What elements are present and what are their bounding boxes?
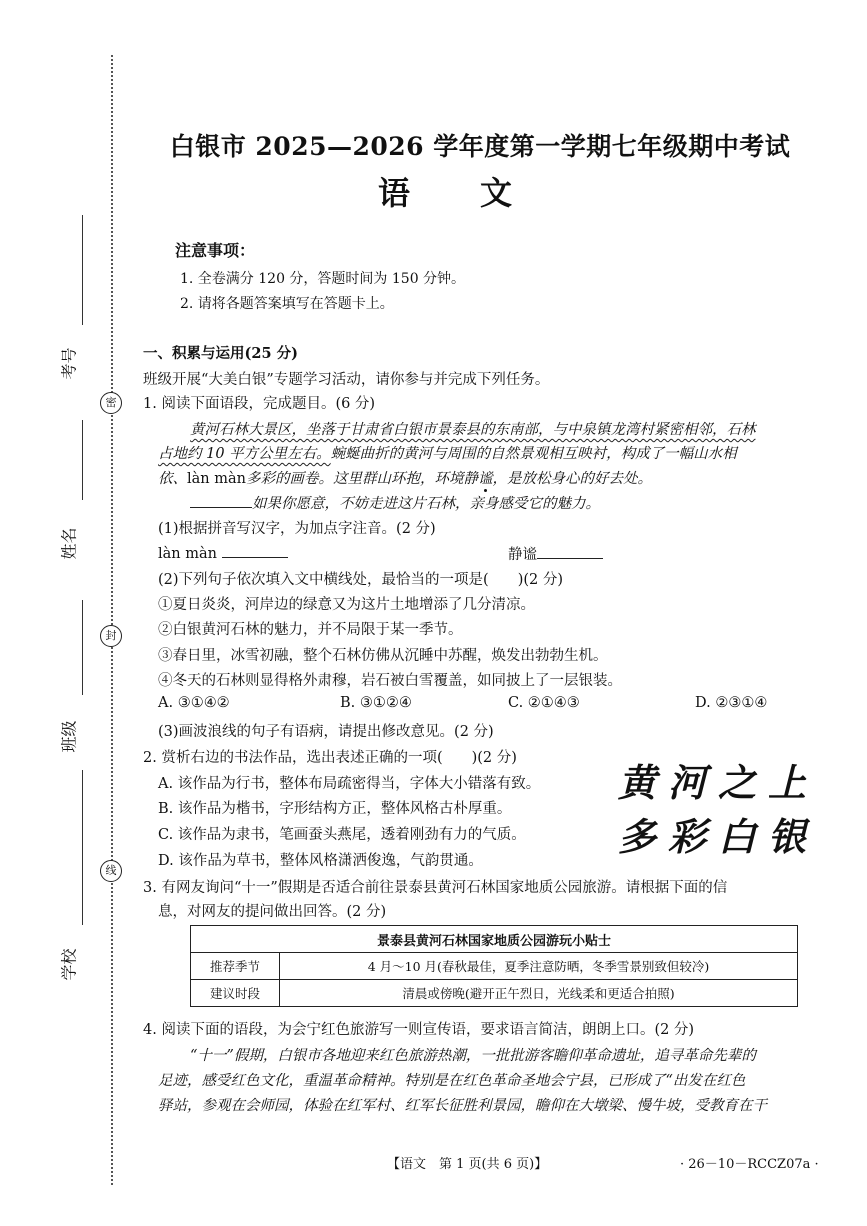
section-intro: 班级开展“大美白银”专题学习活动，请你参与并完成下列任务。 xyxy=(143,372,550,388)
wavy-sentence: 黄河石林大景区，坐落于甘肃省白银市景泰县的东南部，与中泉镇龙湾村紧密相邻，石林 xyxy=(190,422,756,438)
choice-a: A. ③①④② xyxy=(158,695,230,711)
passage-text: 如果你愿意，不妨走进这片石林，亲身感受它的魅力。 xyxy=(252,496,600,512)
name-label: 姓名 xyxy=(59,527,79,560)
table-row xyxy=(191,953,798,980)
question-4-stem: 4. 阅读下面的语段，为会宁红色旅游写一则宣传语，要求语言简洁，朗朗上口。(2 分) xyxy=(143,1022,695,1038)
sentence-option: ①夏日炎炎，河岸边的绿意又为这片土地增添了几分清凉。 xyxy=(158,597,535,613)
calligraphy-line-1: 黄河之上 xyxy=(618,760,819,805)
page-number: 【语文 第 1 页(共 6 页)】 xyxy=(387,1157,548,1172)
q4-passage-line: 驿站，参观在会师园，体验在红军村、红军长征胜利景园，瞻仰在大墩梁、慢牛坡，受教育在干 xyxy=(158,1098,767,1114)
school-line xyxy=(82,770,83,925)
choice-d: D. 该作品为草书，整体风格潇洒俊逸，气韵贯通。 xyxy=(158,853,483,869)
subject-title: 语文 xyxy=(377,174,582,212)
pinyin-item xyxy=(158,543,288,562)
sentence-option: ③春日里，冰雪初融，整个石林仿佛从沉睡中苏醒，焕发出勃勃生机。 xyxy=(158,648,608,664)
table-value: 4 月～10 月(春秋最佳，夏季注意防晒，冬季雪景别致但较冷) xyxy=(280,953,798,980)
sentence-option: ④冬天的石林则显得格外肃穆，岩石被白雪覆盖，如同披上了一层银装。 xyxy=(158,673,622,689)
paper-code: · 26－10－RCCZ07a · xyxy=(680,1157,819,1172)
binding-mark-mi: 密 xyxy=(100,392,122,414)
q1-sub2: (2)下列句子依次填入文中横线处，最恰当的一项是( )(2 分) xyxy=(158,572,563,588)
passage-text: 依、 xyxy=(158,471,187,487)
exam-title: 白银市 2025—2026 学年度第一学期七年级期中考试 xyxy=(169,132,791,161)
calligraphy-line-2: 多彩白银 xyxy=(618,814,819,859)
binding-mark-xian: 线 xyxy=(100,860,122,882)
question-3-stem-cont: 息，对网友的提问做出回答。(2 分) xyxy=(158,904,387,920)
word-item xyxy=(508,543,603,564)
answer-blank xyxy=(537,544,603,559)
notice-item: 2. 请将各题答案填写在答题卡上。 xyxy=(180,296,394,312)
school-label: 学校 xyxy=(59,948,79,981)
choice-d: D. ②③①④ xyxy=(695,695,768,711)
wavy-sentence-end: 占地约 10 平方公里左右。 xyxy=(158,446,331,462)
choice-c: C. 该作品为隶书，笔画蚕头燕尾，透着刚劲有力的气质。 xyxy=(158,827,526,843)
table-value: 清晨或傍晚(避开正午烈日，光线柔和更适合拍照) xyxy=(280,980,798,1007)
choice-b: B. 该作品为楷书，字形结构方正，整体风格古朴厚重。 xyxy=(158,801,512,817)
q4-passage-line: 足迹，感受红色文化，重温革命精神。特别是在红色革命圣地会宁县，已形成了“出发在红色 xyxy=(158,1073,746,1089)
notice-heading: 注意事项： xyxy=(175,241,256,260)
word-label: 静谧 xyxy=(508,547,537,563)
q4-passage-line: “十一”假期，白银市各地迎来红色旅游热潮，一批批游客瞻仰革命遗址，追寻革命先辈的 xyxy=(190,1048,756,1064)
name-line xyxy=(82,420,83,500)
fill-blank xyxy=(190,493,252,508)
q1-passage-line xyxy=(158,467,652,488)
q1-passage-line xyxy=(190,418,756,439)
pinyin-text: làn màn xyxy=(187,471,246,487)
notice-item: 1. 全卷满分 120 分，答题时间为 150 分钟。 xyxy=(180,271,466,287)
choice-c: C. ②①④③ xyxy=(508,695,580,711)
table-key: 推荐季节 xyxy=(191,953,280,980)
dotted-character: 谧 xyxy=(477,471,493,487)
sentence-option: ②白银黄河石林的魅力，并不局限于某一季节。 xyxy=(158,622,463,638)
exam-number-line xyxy=(82,215,83,325)
passage-text: 蜿蜒曲折的黄河与周围的自然景观相互映衬，构成了一幅山水相 xyxy=(330,446,737,462)
question-1-stem: 1. 阅读下面语段，完成题目。(6 分) xyxy=(143,396,376,412)
class-line xyxy=(82,600,83,695)
passage-text: ，是放松身心的好去处。 xyxy=(492,471,652,487)
tips-table-title: 景泰县黄河石林国家地质公园游玩小贴士 xyxy=(191,926,798,953)
pinyin-label: làn màn xyxy=(158,546,217,562)
question-2-stem: 2. 赏析右边的书法作品，选出表述正确的一项( )(2 分) xyxy=(143,750,517,766)
binding-mark-feng: 封 xyxy=(100,625,122,647)
section-heading: 一、积累与运用(25 分) xyxy=(143,345,298,362)
choice-b: B. ③①②④ xyxy=(340,695,412,711)
binding-dotted-line xyxy=(111,55,113,1185)
exam-number-label: 考号 xyxy=(59,347,79,380)
answer-blank xyxy=(222,543,288,558)
question-3-stem: 3. 有网友询问“十一”假期是否适合前往景泰县黄河石林国家地质公园旅游。请根据下面的信 xyxy=(143,880,728,896)
choice-a: A. 该作品为行书，整体布局疏密得当，字体大小错落有致。 xyxy=(158,776,541,792)
class-label: 班级 xyxy=(59,720,79,753)
table-key: 建议时段 xyxy=(191,980,280,1007)
q1-sub1: (1)根据拼音写汉字，为加点字注音。(2 分) xyxy=(158,521,436,537)
passage-text: 多彩的画卷。这里群山环抱，环境静 xyxy=(245,471,478,487)
tips-table xyxy=(190,925,798,1007)
q1-passage-line xyxy=(190,492,600,513)
q1-passage-line xyxy=(158,442,737,463)
table-row xyxy=(191,980,798,1007)
q1-sub3: (3)画波浪线的句子有语病，请提出修改意见。(2 分) xyxy=(158,724,494,740)
